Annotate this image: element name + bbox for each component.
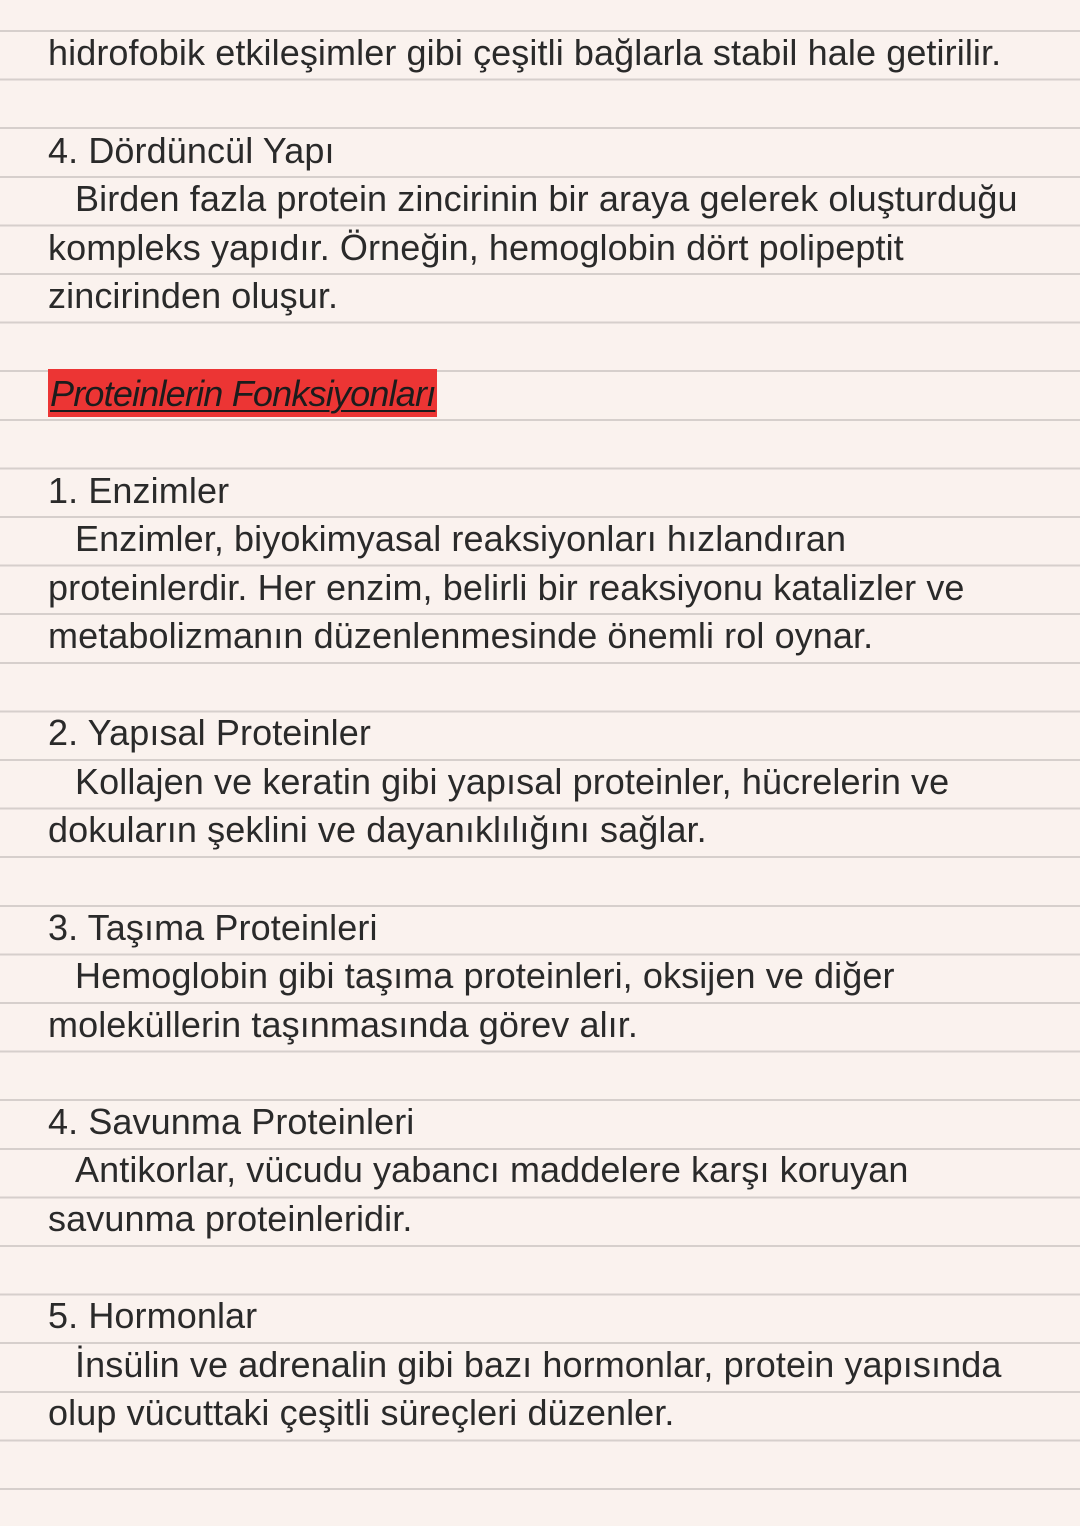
transport-proteins-line: Hemoglobin gibi taşıma proteinleri, oksijen ve diğer: [75, 955, 895, 996]
enzymes-title: 1. Enzimler: [48, 470, 230, 511]
defense-proteins-line: Antikorlar, vücudu yabancı maddelere karşı koruyan: [75, 1149, 909, 1190]
hormones-title: 5. Hormonlar: [48, 1295, 258, 1336]
quaternary-structure-line: zincirinden oluşur.: [48, 275, 339, 316]
hormones-line: olup vücuttaki çeşitli süreçleri düzenler.: [48, 1392, 675, 1433]
hormones-line: İnsülin ve adrenalin gibi bazı hormonlar, protein yapısında: [75, 1344, 1002, 1385]
enzymes-line: metabolizmanın düzenlenmesinde önemli rol oynar.: [48, 615, 874, 656]
transport-proteins-title: 3. Taşıma Proteinleri: [48, 907, 378, 948]
section-heading: [48, 369, 1058, 417]
enzymes-line: proteinlerdir. Her enzim, belirli bir reaksiyonu katalizler ve: [48, 567, 965, 608]
structural-proteins-line: dokuların şeklini ve dayanıklılığını sağlar.: [48, 809, 707, 850]
structural-proteins-title: 2. Yapısal Proteinler: [48, 712, 371, 753]
defense-proteins-line: savunma proteinleridir.: [48, 1198, 413, 1239]
section-heading-highlight: Proteinlerin Fonksiyonları: [48, 369, 437, 417]
quaternary-structure-line: Birden fazla protein zincirinin bir araya gelerek oluşturduğu: [75, 178, 1018, 219]
quaternary-structure-title: 4. Dördüncül Yapı: [48, 130, 335, 171]
enzymes-line: Enzimler, biyokimyasal reaksiyonları hızlandıran: [75, 518, 847, 559]
structural-proteins-line: Kollajen ve keratin gibi yapısal proteinler, hücrelerin ve: [75, 761, 950, 802]
intro-line: hidrofobik etkileşimler gibi çeşitli bağlarla stabil hale getirilir.: [48, 32, 1002, 73]
quaternary-structure-line: kompleks yapıdır. Örneğin, hemoglobin dört polipeptit: [48, 227, 904, 268]
defense-proteins-title: 4. Savunma Proteinleri: [48, 1101, 415, 1142]
transport-proteins-line: moleküllerin taşınmasında görev alır.: [48, 1004, 638, 1045]
